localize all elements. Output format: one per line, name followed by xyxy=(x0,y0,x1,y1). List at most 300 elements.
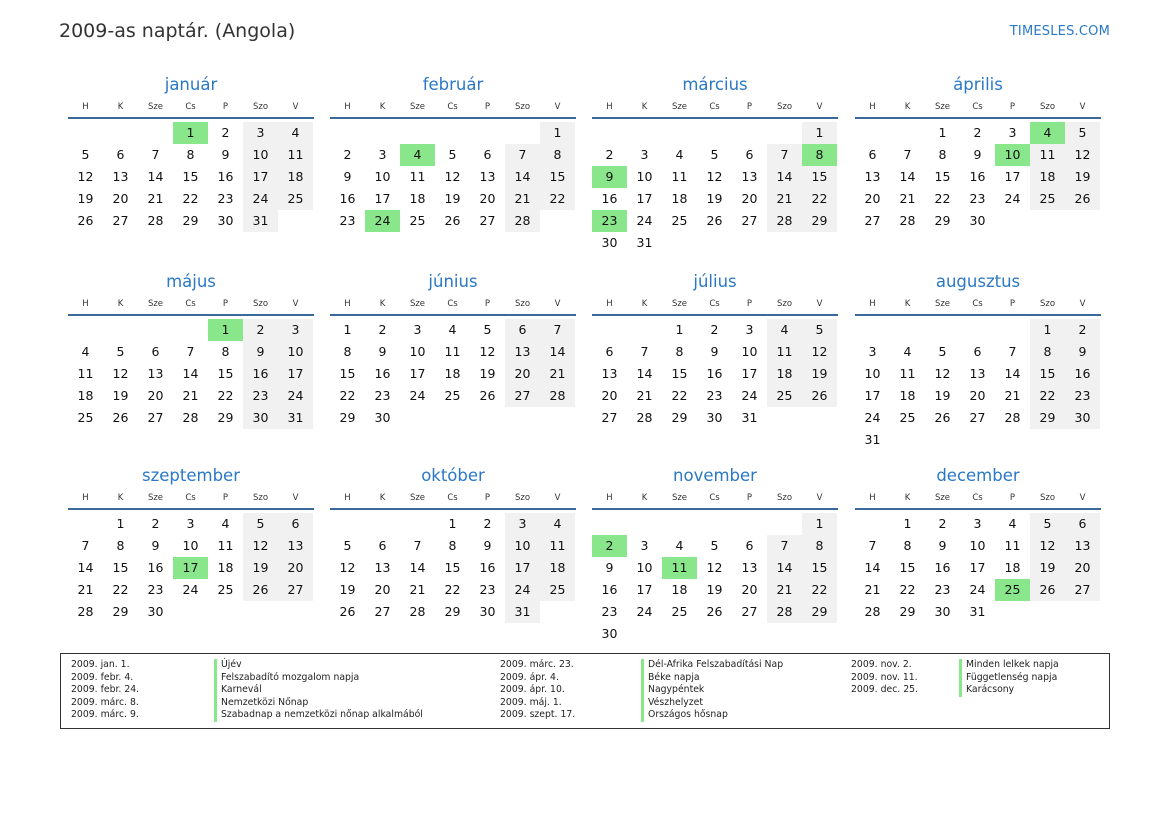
weekday-header xyxy=(592,489,838,510)
day-cell: 30 xyxy=(601,626,618,641)
weekday-label: P xyxy=(484,493,491,503)
weekday-label: K xyxy=(379,299,386,309)
week-row xyxy=(330,535,576,557)
day-cell: 21 xyxy=(864,582,881,597)
day-empty xyxy=(960,429,995,451)
weekday-label: V xyxy=(1079,493,1086,503)
day-empty xyxy=(173,319,208,341)
day-cell: 3 xyxy=(378,147,387,162)
month-title: november xyxy=(673,466,757,485)
day-cell: 10 xyxy=(969,538,986,553)
month-block xyxy=(68,72,314,232)
week-row xyxy=(330,601,576,623)
day-cell: 11 xyxy=(671,169,688,184)
week-row xyxy=(68,144,314,166)
day-cell: 8 xyxy=(675,344,684,359)
day-cell: 22 xyxy=(217,388,234,403)
weekday-label: V xyxy=(554,493,561,503)
weekday-label: Szo xyxy=(514,493,531,503)
day-empty xyxy=(802,407,837,429)
day-cell: 19 xyxy=(243,557,278,579)
day-cell: 20 xyxy=(278,557,313,579)
day-empty xyxy=(697,122,732,144)
week-row xyxy=(330,188,576,210)
weekday-label: V xyxy=(554,299,561,309)
weekday-label: P xyxy=(484,102,491,112)
weekday-label: V xyxy=(816,299,823,309)
week-row xyxy=(330,407,576,429)
day-empty xyxy=(732,232,767,254)
day-empty xyxy=(68,122,103,144)
day-cell: 23 xyxy=(479,582,496,597)
day-cell: 25 xyxy=(278,188,313,210)
day-cell: 18 xyxy=(1004,560,1021,575)
day-empty xyxy=(592,513,627,535)
day-cell: 21 xyxy=(767,188,802,210)
day-cell: 19 xyxy=(706,582,723,597)
day-cell: 28 xyxy=(182,410,199,425)
week-row xyxy=(68,166,314,188)
day-cell: 12 xyxy=(77,169,94,184)
day-cell: 20 xyxy=(112,191,129,206)
day-cell: 21 xyxy=(767,579,802,601)
day-cell: 13 xyxy=(741,560,758,575)
day-cell: 19 xyxy=(802,363,837,385)
day-empty xyxy=(540,407,575,429)
day-cell: 13 xyxy=(601,366,618,381)
day-cell: 29 xyxy=(802,210,837,232)
weekday-label: Sze xyxy=(671,102,688,112)
day-cell: 10 xyxy=(374,169,391,184)
day-cell: 16 xyxy=(339,191,356,206)
weekday-label: Cs xyxy=(972,102,983,112)
weekday-header xyxy=(68,98,314,119)
day-cell: 21 xyxy=(77,582,94,597)
day-cell: 16 xyxy=(969,169,986,184)
week-row xyxy=(855,341,1101,363)
day-cell: 8 xyxy=(221,344,230,359)
weekday-label: K xyxy=(904,299,911,309)
day-cell: 17 xyxy=(243,166,278,188)
week-row xyxy=(855,144,1101,166)
day-cell: 27 xyxy=(969,410,986,425)
day-cell: 3 xyxy=(868,344,877,359)
day-cell: 28 xyxy=(1004,410,1021,425)
day-cell: 31 xyxy=(864,432,881,447)
day-cell: 15 xyxy=(934,169,951,184)
day-cell: 14 xyxy=(77,560,94,575)
day-cell: 12 xyxy=(1065,144,1100,166)
day-cell: 28 xyxy=(899,213,916,228)
day-cell: 14 xyxy=(899,169,916,184)
day-empty xyxy=(470,407,505,429)
day-cell: 2 xyxy=(1065,319,1100,341)
day-cell: 4 xyxy=(448,322,457,337)
week-row xyxy=(592,232,838,254)
day-cell: 9 xyxy=(221,147,230,162)
day-cell: 6 xyxy=(378,538,387,553)
day-cell: 14 xyxy=(409,560,426,575)
day-cell: 20 xyxy=(601,388,618,403)
day-cell: 30 xyxy=(601,235,618,250)
day-cell: 11 xyxy=(444,344,461,359)
day-cell: 8 xyxy=(1030,341,1065,363)
day-cell: 11 xyxy=(899,366,916,381)
day-cell: 2 xyxy=(243,319,278,341)
day-empty xyxy=(540,601,575,623)
week-row xyxy=(592,210,838,232)
day-empty xyxy=(627,623,662,645)
day-cell: 14 xyxy=(540,341,575,363)
legend-holiday-name: Országos hősnap xyxy=(641,709,728,722)
day-cell: 14 xyxy=(182,366,199,381)
week-row xyxy=(855,557,1101,579)
week-row xyxy=(855,122,1101,144)
day-cell: 10 xyxy=(243,144,278,166)
day-cell: 1 xyxy=(343,322,352,337)
day-cell: 28 xyxy=(864,604,881,619)
day-empty xyxy=(138,122,173,144)
day-cell: 22 xyxy=(540,188,575,210)
day-cell: 5 xyxy=(710,538,719,553)
legend-date: 2009. febr. 4. xyxy=(71,671,134,683)
day-cell: 27 xyxy=(601,410,618,425)
day-cell: 2 xyxy=(973,125,982,140)
week-row xyxy=(855,429,1101,451)
weekday-label: Szo xyxy=(776,493,793,503)
day-empty xyxy=(732,623,767,645)
day-cell: 8 xyxy=(448,538,457,553)
weekday-label: P xyxy=(222,493,229,503)
weekday-label: P xyxy=(484,299,491,309)
day-cell: 29 xyxy=(899,604,916,619)
legend-holiday-name: Béke napja xyxy=(641,672,700,685)
day-cell: 2 xyxy=(343,147,352,162)
day-cell: 29 xyxy=(217,410,234,425)
day-cell: 8 xyxy=(186,147,195,162)
weekday-label: Cs xyxy=(185,493,196,503)
week-row xyxy=(855,513,1101,535)
month-block xyxy=(330,269,576,429)
day-cell: 8 xyxy=(903,538,912,553)
day-cell: 3 xyxy=(278,319,313,341)
month-block xyxy=(592,72,838,254)
weekday-label: P xyxy=(222,102,229,112)
day-cell: 9 xyxy=(243,341,278,363)
day-cell: 5 xyxy=(81,147,90,162)
weekday-header xyxy=(68,489,314,510)
day-cell: 29 xyxy=(182,213,199,228)
day-cell: 19 xyxy=(77,191,94,206)
day-cell: 6 xyxy=(973,344,982,359)
day-cell: 11 xyxy=(1030,144,1065,166)
week-row xyxy=(855,166,1101,188)
day-cell: 1 xyxy=(448,516,457,531)
day-cell: 3 xyxy=(413,322,422,337)
weekday-label: K xyxy=(904,493,911,503)
day-cell: 22 xyxy=(182,191,199,206)
day-cell: 23 xyxy=(601,604,618,619)
weekday-label: Szo xyxy=(252,102,269,112)
day-cell: 15 xyxy=(671,366,688,381)
day-empty xyxy=(732,513,767,535)
day-cell: 12 xyxy=(339,560,356,575)
day-cell: 30 xyxy=(479,604,496,619)
weekday-label: Cs xyxy=(185,299,196,309)
day-empty xyxy=(400,513,435,535)
weekday-label: Szo xyxy=(252,493,269,503)
day-cell: 20 xyxy=(741,582,758,597)
day-cell: 18 xyxy=(444,366,461,381)
week-row xyxy=(68,513,314,535)
week-row xyxy=(330,210,576,232)
day-cell: 17 xyxy=(864,388,881,403)
weekday-label: P xyxy=(746,493,753,503)
week-row xyxy=(855,601,1101,623)
page-title: 2009-as naptár. (Angola) xyxy=(59,20,296,42)
holiday-legend xyxy=(60,653,1110,729)
day-cell: 15 xyxy=(217,366,234,381)
day-cell: 23 xyxy=(339,213,356,228)
day-cell: 5 xyxy=(243,513,278,535)
week-row xyxy=(68,535,314,557)
week-row xyxy=(592,122,838,144)
day-cell: 6 xyxy=(868,147,877,162)
day-cell: 7 xyxy=(151,147,160,162)
legend-holiday-name: Felszabadító mozgalom napja xyxy=(214,672,359,685)
day-cell: 5 xyxy=(448,147,457,162)
weekday-header xyxy=(68,295,314,316)
weekday-label: P xyxy=(1009,493,1016,503)
day-cell: 24 xyxy=(969,582,986,597)
weekday-header xyxy=(330,489,576,510)
weekday-label: H xyxy=(82,493,89,503)
day-cell: 27 xyxy=(479,213,496,228)
day-cell: 4 xyxy=(1008,516,1017,531)
week-row xyxy=(855,535,1101,557)
day-cell: 11 xyxy=(1004,538,1021,553)
day-cell: 12 xyxy=(243,535,278,557)
legend-date: 2009. jan. 1. xyxy=(71,659,130,670)
day-cell: 27 xyxy=(505,385,540,407)
day-cell: 6 xyxy=(483,147,492,162)
weekday-label: H xyxy=(869,493,876,503)
day-cell: 20 xyxy=(741,191,758,206)
day-cell: 12 xyxy=(1030,535,1065,557)
weekday-label: H xyxy=(344,102,351,112)
week-row xyxy=(68,579,314,601)
day-empty xyxy=(208,601,243,623)
weekday-label: Szo xyxy=(514,102,531,112)
day-cell: 9 xyxy=(151,538,160,553)
day-cell: 9 xyxy=(938,538,947,553)
day-cell: 6 xyxy=(745,147,754,162)
month-title: december xyxy=(936,466,1020,485)
weekday-label: V xyxy=(1079,102,1086,112)
day-cell: 27 xyxy=(1065,579,1100,601)
day-cell: 14 xyxy=(767,166,802,188)
weekday-label: Sze xyxy=(934,493,951,503)
weekday-label: Cs xyxy=(185,102,196,112)
day-cell: 8 xyxy=(802,535,837,557)
day-cell: 19 xyxy=(1030,557,1065,579)
day-cell: 14 xyxy=(505,166,540,188)
site-link[interactable]: TIMESLES.COM xyxy=(1009,24,1110,39)
day-cell: 16 xyxy=(243,363,278,385)
day-empty xyxy=(697,232,732,254)
day-cell: 6 xyxy=(605,344,614,359)
weekday-header xyxy=(855,98,1101,119)
weekday-label: Szo xyxy=(1039,493,1056,503)
month-title: április xyxy=(953,75,1003,94)
week-row xyxy=(592,188,838,210)
day-cell: 6 xyxy=(151,344,160,359)
day-cell: 17 xyxy=(969,560,986,575)
day-cell: 27 xyxy=(374,604,391,619)
day-cell: 23 xyxy=(706,388,723,403)
weekday-label: K xyxy=(904,102,911,112)
month-block xyxy=(330,72,576,232)
legend-item xyxy=(61,672,1101,685)
day-cell: 7 xyxy=(767,535,802,557)
day-cell: 21 xyxy=(182,388,199,403)
day-cell: 19 xyxy=(112,388,129,403)
day-empty xyxy=(1030,429,1065,451)
day-cell: 1 xyxy=(802,513,837,535)
day-cell: 2 xyxy=(938,516,947,531)
weekday-label: P xyxy=(1009,299,1016,309)
day-cell: 13 xyxy=(1065,535,1100,557)
legend-date: 2009. máj. 1. xyxy=(500,696,562,708)
day-empty xyxy=(540,210,575,232)
legend-item xyxy=(61,659,1101,672)
weekday-label: K xyxy=(117,493,124,503)
weekday-label: Cs xyxy=(709,493,720,503)
day-cell-holiday: 17 xyxy=(173,557,208,579)
week-row xyxy=(330,144,576,166)
day-cell: 22 xyxy=(671,388,688,403)
day-cell: 26 xyxy=(934,410,951,425)
day-cell: 10 xyxy=(278,341,313,363)
day-cell: 7 xyxy=(640,344,649,359)
day-cell: 9 xyxy=(343,169,352,184)
day-cell: 13 xyxy=(278,535,313,557)
weekday-label: Cs xyxy=(709,299,720,309)
day-cell: 18 xyxy=(278,166,313,188)
day-cell: 18 xyxy=(1030,166,1065,188)
day-empty xyxy=(890,122,925,144)
day-cell: 9 xyxy=(605,560,614,575)
day-cell: 4 xyxy=(540,513,575,535)
day-empty xyxy=(767,122,802,144)
day-cell-holiday: 23 xyxy=(592,210,627,232)
month-title: október xyxy=(421,466,485,485)
week-row xyxy=(592,319,838,341)
day-cell: 16 xyxy=(1065,363,1100,385)
day-empty xyxy=(855,122,890,144)
day-cell: 1 xyxy=(1030,319,1065,341)
day-cell: 26 xyxy=(1030,579,1065,601)
week-row xyxy=(855,319,1101,341)
day-cell: 25 xyxy=(77,410,94,425)
day-cell: 20 xyxy=(374,582,391,597)
legend-date: 2009. febr. 24. xyxy=(71,684,140,696)
day-cell: 15 xyxy=(112,560,129,575)
legend-holiday-name: Karácsony xyxy=(959,684,1014,697)
day-cell: 26 xyxy=(1065,188,1100,210)
day-cell: 12 xyxy=(706,560,723,575)
day-cell: 21 xyxy=(409,582,426,597)
day-cell: 18 xyxy=(899,388,916,403)
legend-holiday-name: Minden lelkek napja xyxy=(959,659,1059,672)
week-row xyxy=(68,363,314,385)
week-row xyxy=(592,363,838,385)
week-row xyxy=(68,122,314,144)
week-row xyxy=(855,188,1101,210)
day-cell: 23 xyxy=(243,385,278,407)
week-row xyxy=(330,579,576,601)
day-cell: 5 xyxy=(116,344,125,359)
day-empty xyxy=(767,407,802,429)
weekday-label: V xyxy=(816,493,823,503)
weekday-label: Sze xyxy=(147,102,164,112)
day-cell: 18 xyxy=(767,363,802,385)
day-cell: 7 xyxy=(186,344,195,359)
weekday-label: V xyxy=(292,102,299,112)
week-row xyxy=(592,407,838,429)
day-cell: 1 xyxy=(903,516,912,531)
day-empty xyxy=(802,232,837,254)
day-cell: 13 xyxy=(147,366,164,381)
day-cell: 4 xyxy=(221,516,230,531)
legend-date: 2009. márc. 23. xyxy=(500,659,574,670)
day-cell: 13 xyxy=(969,366,986,381)
day-empty xyxy=(505,122,540,144)
weekday-label: V xyxy=(816,102,823,112)
day-cell-holiday: 4 xyxy=(1030,122,1065,144)
day-cell: 2 xyxy=(221,125,230,140)
day-cell: 17 xyxy=(278,363,313,385)
day-cell: 17 xyxy=(409,366,426,381)
weekday-label: Cs xyxy=(709,102,720,112)
day-cell: 20 xyxy=(479,191,496,206)
day-cell: 15 xyxy=(540,166,575,188)
day-cell: 16 xyxy=(217,169,234,184)
day-cell: 30 xyxy=(243,407,278,429)
day-cell: 29 xyxy=(671,410,688,425)
day-empty xyxy=(243,601,278,623)
day-empty xyxy=(662,623,697,645)
weekday-label: Cs xyxy=(972,299,983,309)
month-block xyxy=(855,269,1101,451)
weekday-label: Sze xyxy=(147,493,164,503)
legend-date: 2009. nov. 11. xyxy=(851,671,918,683)
weekday-label: Szo xyxy=(776,299,793,309)
weekday-label: V xyxy=(1079,299,1086,309)
legend-holiday-name: Karnevál xyxy=(214,684,262,697)
day-cell: 21 xyxy=(147,191,164,206)
day-cell: 24 xyxy=(243,188,278,210)
day-cell: 26 xyxy=(706,213,723,228)
weekday-label: Cs xyxy=(972,493,983,503)
day-cell: 26 xyxy=(706,604,723,619)
day-cell: 29 xyxy=(339,410,356,425)
weekday-label: K xyxy=(641,102,648,112)
day-cell: 29 xyxy=(934,213,951,228)
weekday-label: Sze xyxy=(409,493,426,503)
day-cell: 7 xyxy=(903,147,912,162)
weekday-label: K xyxy=(379,493,386,503)
